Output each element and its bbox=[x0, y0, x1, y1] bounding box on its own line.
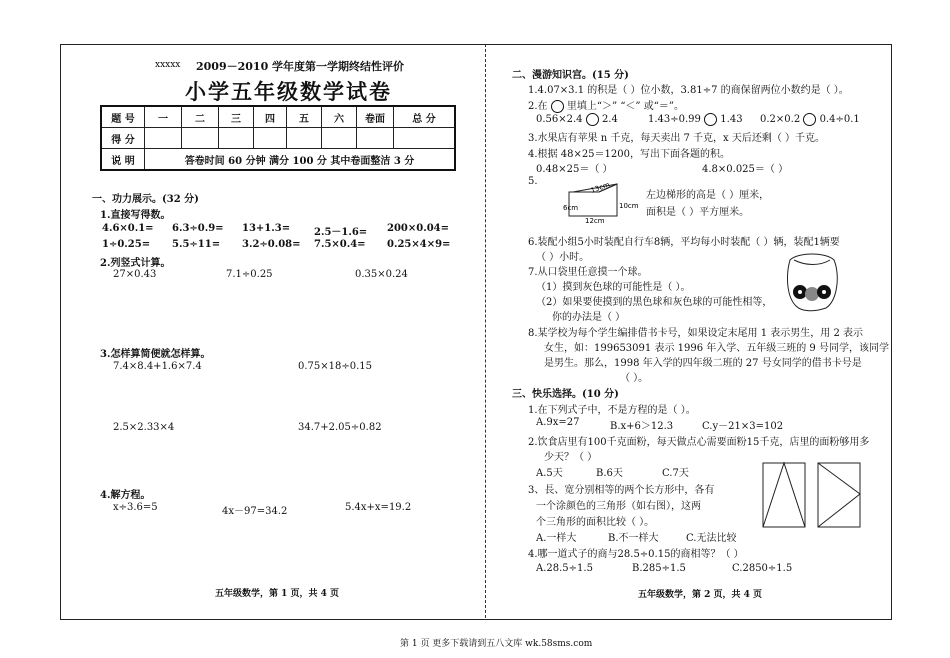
exam-subtitle: 2009－2010 学年度第一学期终结性评价 bbox=[196, 60, 405, 73]
trapezoid-side-label: 10cm bbox=[619, 202, 639, 210]
compare-right: 2.4 bbox=[601, 114, 618, 125]
compare-right: 0.4÷0.1 bbox=[819, 114, 860, 125]
q3-item: 0.75×18÷0.15 bbox=[298, 361, 373, 372]
choice-3-a: 3、長、宽分别相等的两个长方形中，各有 bbox=[528, 485, 715, 496]
question-4-b: 4.8×0.025＝（ ） bbox=[702, 164, 789, 175]
question-2-compare-1 bbox=[536, 113, 618, 126]
score-input-cell[interactable] bbox=[145, 128, 182, 149]
notes-text: 答卷时间 60 分钟 满分 100 分 其中卷面整洁 3 分 bbox=[145, 149, 456, 171]
q2-label: 2.列竖式计算。 bbox=[100, 258, 171, 269]
q1-item: 13+1.3= bbox=[242, 223, 291, 234]
left-page-footer: 五年级数学，第 1 页，共 4 页 bbox=[215, 589, 340, 599]
score-cell: 总 分 bbox=[394, 106, 456, 128]
compare-left: 1.43÷0.99 bbox=[648, 114, 701, 125]
choice-1-option[interactable]: A.9x=27 bbox=[536, 417, 580, 428]
q1-item: 4.6×0.1= bbox=[102, 223, 154, 234]
question-8-c: 是男生。那么，1998 年入学的四年级二班的 27 号女同学的借书卡号是 bbox=[544, 358, 862, 369]
question-7-part-3: 你的办法是（ ） bbox=[552, 312, 626, 323]
answer-circle[interactable] bbox=[586, 113, 599, 126]
page-title: 小学五年级数学试卷 bbox=[185, 80, 392, 104]
question-2 bbox=[528, 97, 684, 113]
q1-item: 2.5－1.6= bbox=[314, 227, 368, 238]
score-input-cell[interactable] bbox=[182, 128, 219, 149]
trapezoid-base-label: 12cm bbox=[585, 217, 605, 225]
choice-2-option[interactable]: A.5天 bbox=[536, 468, 563, 479]
ball-bag-icon bbox=[784, 250, 840, 312]
q1-item: 5.5÷11= bbox=[172, 239, 221, 250]
choice-4-option[interactable]: A.28.5÷1.5 bbox=[536, 563, 593, 574]
choice-3-option[interactable]: B.不一样大 bbox=[608, 533, 659, 544]
q4-item: 4x－97=34.2 bbox=[222, 506, 288, 517]
section-3-heading: 三、快乐选择。(10 分) bbox=[512, 389, 619, 400]
answer-circle[interactable] bbox=[704, 113, 717, 126]
choice-1: 1.在下列式子中，不是方程的是（ ）。 bbox=[528, 405, 696, 416]
question-1: 1.4.07×3.1 的积是（ ）位小数，3.81÷7 的商保留两位小数约是（ ）。 bbox=[528, 85, 849, 96]
score-table bbox=[100, 105, 456, 171]
question-7: 7.从口袋里任意摸一个球。 bbox=[528, 267, 648, 278]
question-5: 5. bbox=[528, 176, 538, 187]
score-header-row bbox=[101, 106, 455, 128]
choice-1-option[interactable]: C.y－21×3=102 bbox=[702, 421, 784, 432]
question-6-b: （ ）小时。 bbox=[536, 252, 590, 263]
notes-row bbox=[101, 149, 455, 171]
trapezoid-slant-label: 13cm bbox=[589, 180, 611, 195]
blank-circle-icon bbox=[551, 100, 564, 113]
choice-2-option[interactable]: B.6天 bbox=[596, 468, 623, 479]
compare-left: 0.2×0.2 bbox=[760, 114, 801, 125]
score-input-cell[interactable] bbox=[254, 128, 287, 149]
right-page-footer: 五年级数学，第 2 页，共 4 页 bbox=[638, 590, 763, 600]
choice-2-option[interactable]: C.7天 bbox=[662, 468, 689, 479]
choice-3-option[interactable]: C.无法比较 bbox=[686, 533, 737, 544]
choice-3-option[interactable]: A.一样大 bbox=[536, 533, 577, 544]
score-cell: 题 号 bbox=[101, 106, 145, 128]
score-cell: 五 bbox=[287, 106, 322, 128]
choice-1-option[interactable]: B.x+6＞12.3 bbox=[610, 421, 674, 432]
score-cell: 二 bbox=[182, 106, 219, 128]
q2-item: 27×0.43 bbox=[113, 269, 157, 280]
q1-item: 0.25×4×9= bbox=[387, 239, 451, 250]
q1-item: 200×0.04= bbox=[387, 223, 449, 234]
q2-item: 7.1÷0.25 bbox=[226, 269, 273, 280]
choice-4: 4.哪一道式子的商与28.5÷0.15的商相等？（ ） bbox=[528, 549, 744, 560]
question-8-b: 女生，如：199653091 表示 1996 年入学、五年级三班的 9 号同学，该同学 bbox=[544, 343, 889, 354]
question-4-a: 0.48×25＝（ ） bbox=[536, 164, 613, 175]
score-cell: 三 bbox=[219, 106, 254, 128]
compare-left: 0.56×2.4 bbox=[536, 114, 583, 125]
trapezoid-figure bbox=[563, 180, 639, 225]
question-2-compare-2 bbox=[648, 113, 743, 126]
q4-item: 5.4x+x=19.2 bbox=[345, 502, 412, 513]
exam-code: xxxxx bbox=[155, 60, 181, 70]
section-1-heading: 一、功力展示。(32 分) bbox=[92, 194, 199, 205]
q1-item: 7.5×0.4= bbox=[314, 239, 366, 250]
q1-label: 1.直接写得数。 bbox=[100, 210, 171, 221]
score-cell: 六 bbox=[322, 106, 357, 128]
q3-item: 2.5×2.33×4 bbox=[113, 422, 175, 433]
q2-item: 0.35×0.24 bbox=[355, 269, 408, 280]
score-cell: 一 bbox=[145, 106, 182, 128]
question-2-compare-3 bbox=[760, 113, 860, 126]
fold-line bbox=[485, 44, 486, 618]
question-3: 3.水果店有苹果 n 千克，每天卖出 7 千克，x 天后还剩（ ）千克。 bbox=[528, 133, 826, 144]
question-8-d: （ ）。 bbox=[620, 373, 649, 384]
question-7-part-1: （1）摸到灰色球的可能性是（ ）。 bbox=[536, 282, 691, 293]
q1-item: 3.2÷0.08= bbox=[242, 239, 301, 250]
q1-item: 1÷0.25= bbox=[102, 239, 151, 250]
choice-4-option[interactable]: B.285÷1.5 bbox=[632, 563, 686, 574]
score-cell: 四 bbox=[254, 106, 287, 128]
score-input-cell[interactable] bbox=[287, 128, 322, 149]
question-5-b: 面积是（ ）平方厘米。 bbox=[646, 207, 750, 218]
score-input-cell[interactable] bbox=[219, 128, 254, 149]
score-row bbox=[101, 128, 455, 149]
q3-item: 34.7+2.05÷0.82 bbox=[298, 422, 382, 433]
page-footer: 第 1 页 更多下载请到五八文库 wk.58sms.com bbox=[400, 639, 593, 649]
question-2-suffix: 里填上“＞” “＜” 或“＝”。 bbox=[566, 101, 684, 112]
score-input-cell[interactable] bbox=[394, 128, 456, 149]
compare-right: 1.43 bbox=[720, 114, 743, 125]
trapezoid-height-label: 6cm bbox=[563, 204, 579, 212]
notes-label: 说 明 bbox=[101, 149, 145, 171]
question-7-part-2: （2）如果要使摸到的黑色球和灰色球的可能性相等， bbox=[536, 297, 773, 308]
question-6-a: 6.装配小组5小时装配自行车8辆，平均每小时装配（ ）辆，装配1辆要 bbox=[528, 237, 840, 248]
score-input-cell[interactable] bbox=[322, 128, 357, 149]
section-2-heading: 二、漫游知识宫。(15 分) bbox=[512, 70, 629, 81]
question-4: 4.根据 48×25＝1200，写出下面各题的积。 bbox=[528, 149, 730, 160]
rectangles-figure bbox=[762, 462, 862, 528]
choice-2-a: 2.饮食店里有100千克面粉，每天做点心需要面粉15千克，店里的面粉够用多 bbox=[528, 437, 870, 448]
score-cell: 卷面 bbox=[357, 106, 394, 128]
choice-3-b: 一个涂颜色的三角形（如右图），这两 bbox=[536, 501, 701, 512]
question-5-a: 左边梯形的高是（ ）厘米， bbox=[646, 190, 770, 201]
choice-4-option[interactable]: C.2850÷1.5 bbox=[732, 563, 793, 574]
question-2-prefix: 2.在 bbox=[528, 101, 548, 112]
answer-circle[interactable] bbox=[803, 113, 816, 126]
q1-item: 6.3÷0.9= bbox=[172, 223, 224, 234]
choice-2-b: 少天？（ ） bbox=[544, 452, 598, 463]
choice-3-c: 个三角形的面积比较（ ）。 bbox=[536, 517, 655, 528]
q3-label: 3.怎样算简便就怎样算。 bbox=[100, 349, 211, 360]
question-8-a: 8.某学校为每个学生编排借书卡号，如果设定末尾用 1 表示男生，用 2 表示 bbox=[528, 328, 863, 339]
q3-item: 7.4×8.4+1.6×7.4 bbox=[113, 361, 202, 372]
q4-item: x÷3.6=5 bbox=[113, 502, 158, 513]
score-input-cell[interactable] bbox=[357, 128, 394, 149]
q4-label: 4.解方程。 bbox=[100, 490, 151, 501]
score-row-label: 得 分 bbox=[101, 128, 145, 149]
